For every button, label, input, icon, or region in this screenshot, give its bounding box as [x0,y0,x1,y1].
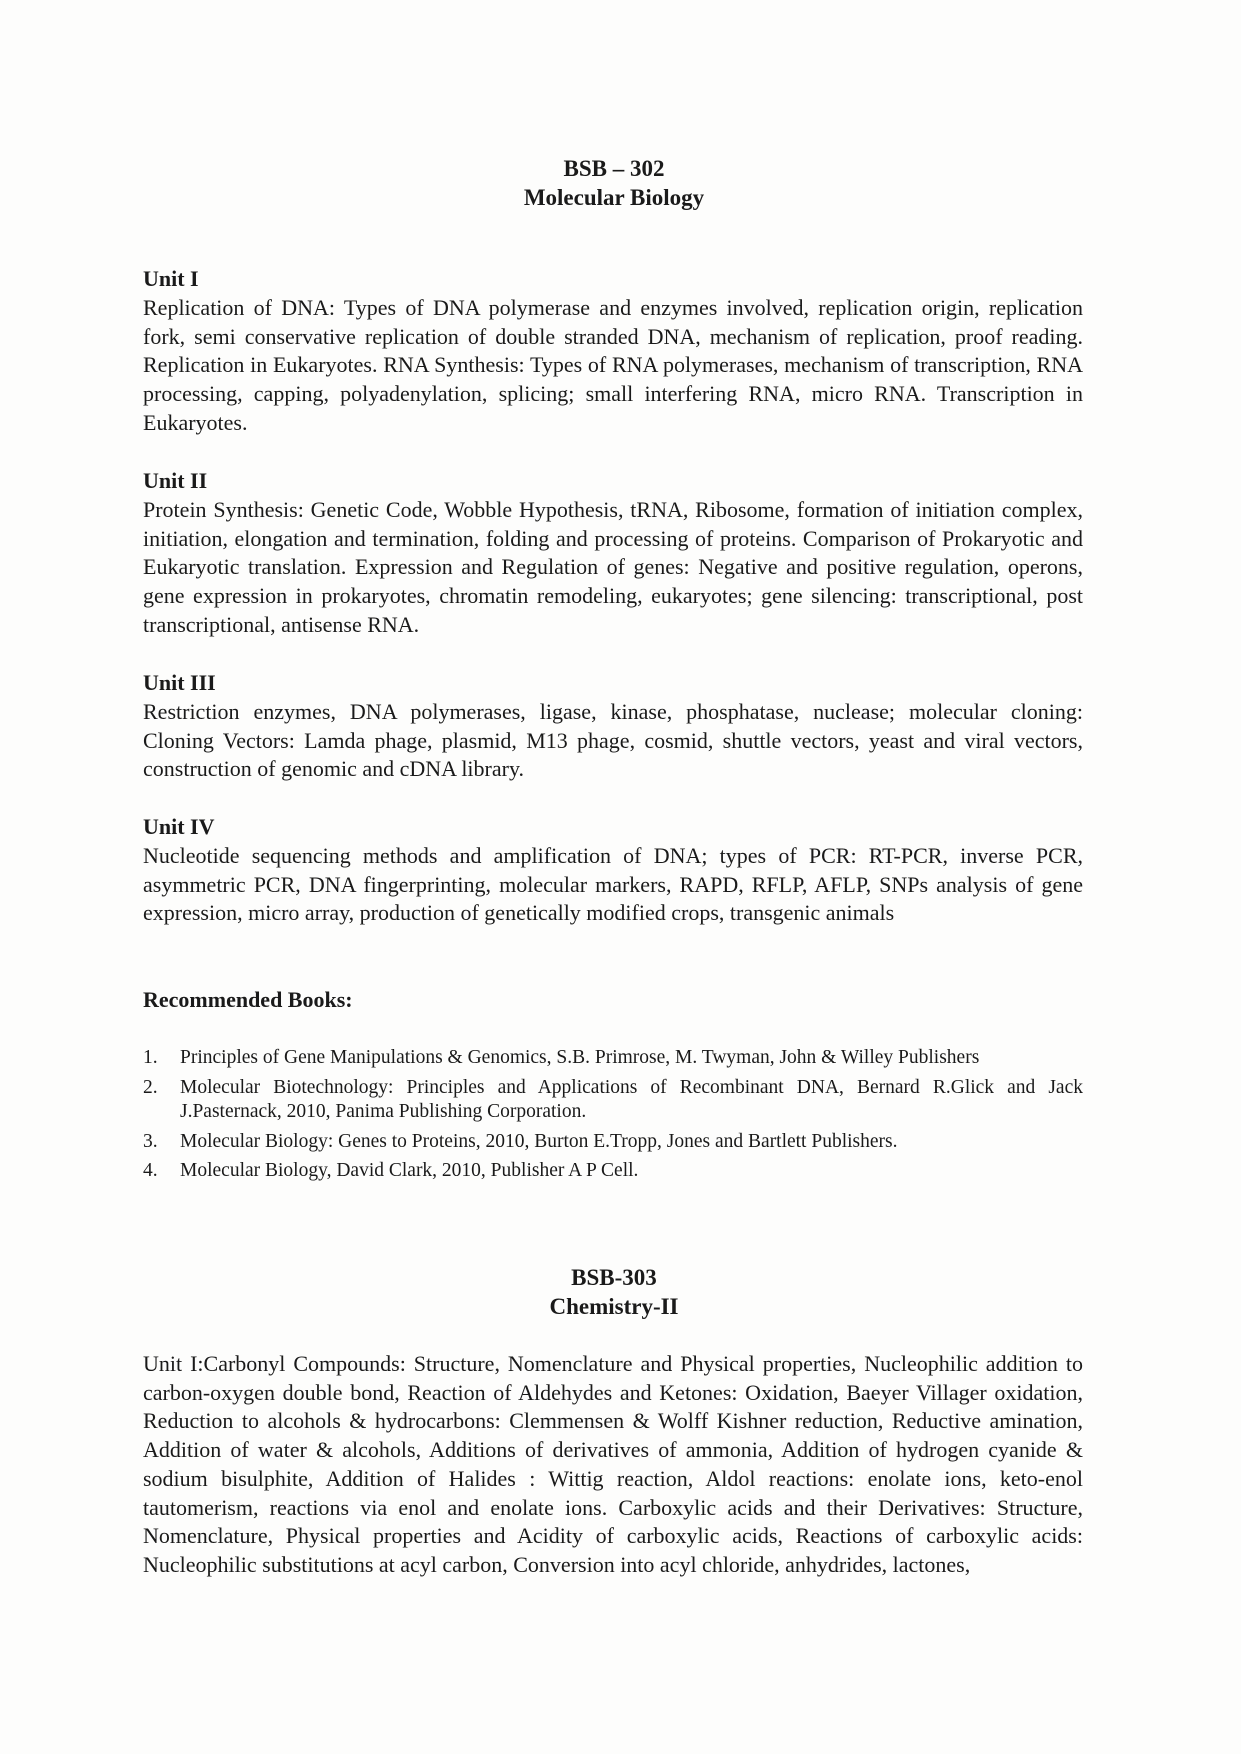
recommended-books-title: Recommended Books: [143,987,353,1012]
book-text: Molecular Biology, David Clark, 2010, Publisher A P Cell. [180,1160,639,1181]
unit-4-title: Unit IV [143,814,215,839]
unit-1-text: Replication of DNA: Types of DNA polymerase and enzymes involved, replication origin, replication fork, semi conservative replication of double stranded DNA, mechanism of replication, proof reading. Replication in Eukaryotes. RNA Synthesis: Types of RNA polymerases, mechanism of transcription, RNA processing, capping, polyadenylation, splicing; small interfering RNA, micro RNA. Transcription in Eukaryotes. [143,295,1083,435]
recommended-books-list [143,1046,1083,1189]
book-number: 1. [143,1047,158,1068]
chemistry-unit-1-text: Unit I:Carbonyl Compounds: Structure, Nomenclature and Physical properties, Nucleophilic addition to carbon-oxygen double bond, Reaction of Aldehydes and Ketones: Oxidation, Baeyer Villager oxidation, Reduction to alcohols & hydrocarbons: Clemmensen & Wolff Kishner reduction, Reductive amination, Addition of water & alcohols, Additions of derivatives of ammonia, Addition of hydrogen cyanide & sodium bisulphite, Addition of Halides : Wittig reaction, Aldol reactions: enolate ions, keto-enol tautomerism, reactions via enol and enolate ions. Carboxylic acids and their Derivatives: Structure, Nomenclature, Physical properties and Acidity of carboxylic acids, Reactions of carboxylic acids: Nucleophilic substitutions at acyl carbon, Conversion into acyl chloride, anhydrides, lactones, [143,1351,1083,1577]
unit-2-title: Unit II [143,468,208,493]
course-code-303: BSB-303 [571,1265,657,1290]
book-number: 4. [143,1160,158,1181]
book-item [143,1046,1083,1071]
book-text: Molecular Biology: Genes to Proteins, 2010, Burton E.Tropp, Jones and Bartlett Publishers. [180,1130,898,1152]
book-text: Principles of Gene Manipulations & Genomics, S.B. Primrose, M. Twyman, John & Willey Publishers [180,1047,980,1068]
book-item [143,1159,1083,1184]
unit-3-text: Restriction enzymes, DNA polymerases, ligase, kinase, phosphatase, nuclease; molecular cloning: Cloning Vectors: Lamda phage, plasmid, M13 phage, cosmid, shuttle vectors, yeast and viral vectors, construction of genomic and cDNA library. [143,699,1083,782]
book-number: 3. [143,1130,158,1152]
book-item [143,1076,1083,1125]
course-title-303: Chemistry-II [549,1294,679,1319]
course-title-302: Molecular Biology [523,185,705,210]
unit-2-text: Protein Synthesis: Genetic Code, Wobble Hypothesis, tRNA, Ribosome, formation of initiation complex, initiation, elongation and termination, folding and processing of proteins. Comparison of Prokaryotic and Eukaryotic translation. Expression and Regulation of genes: Negative and positive regulation, operons, gene expression in prokaryotes, chromatin remodeling, eukaryotes; gene silencing: transcriptional, post transcriptional, antisense RNA. [143,497,1083,637]
unit-3-title: Unit III [143,670,216,695]
book-number: 2. [143,1076,158,1098]
unit-4-text: Nucleotide sequencing methods and amplification of DNA; types of PCR: RT-PCR, inverse PCR, asymmetric PCR, DNA fingerprinting, molecular markers, RAPD, RFLP, AFLP, SNPs analysis of gene expression, micro array, production of genetically modified crops, transgenic animals [143,843,1083,926]
book-text: Molecular Biotechnology: Principles and Applications of Recombinant DNA, Bernard R.Glick and Jack J.Pasternack, 2010, Panima Publishing Corporation. [180,1076,1083,1122]
book-item [143,1130,1083,1155]
unit-1-title: Unit I [143,266,199,291]
course-code-302: BSB – 302 [563,156,665,181]
